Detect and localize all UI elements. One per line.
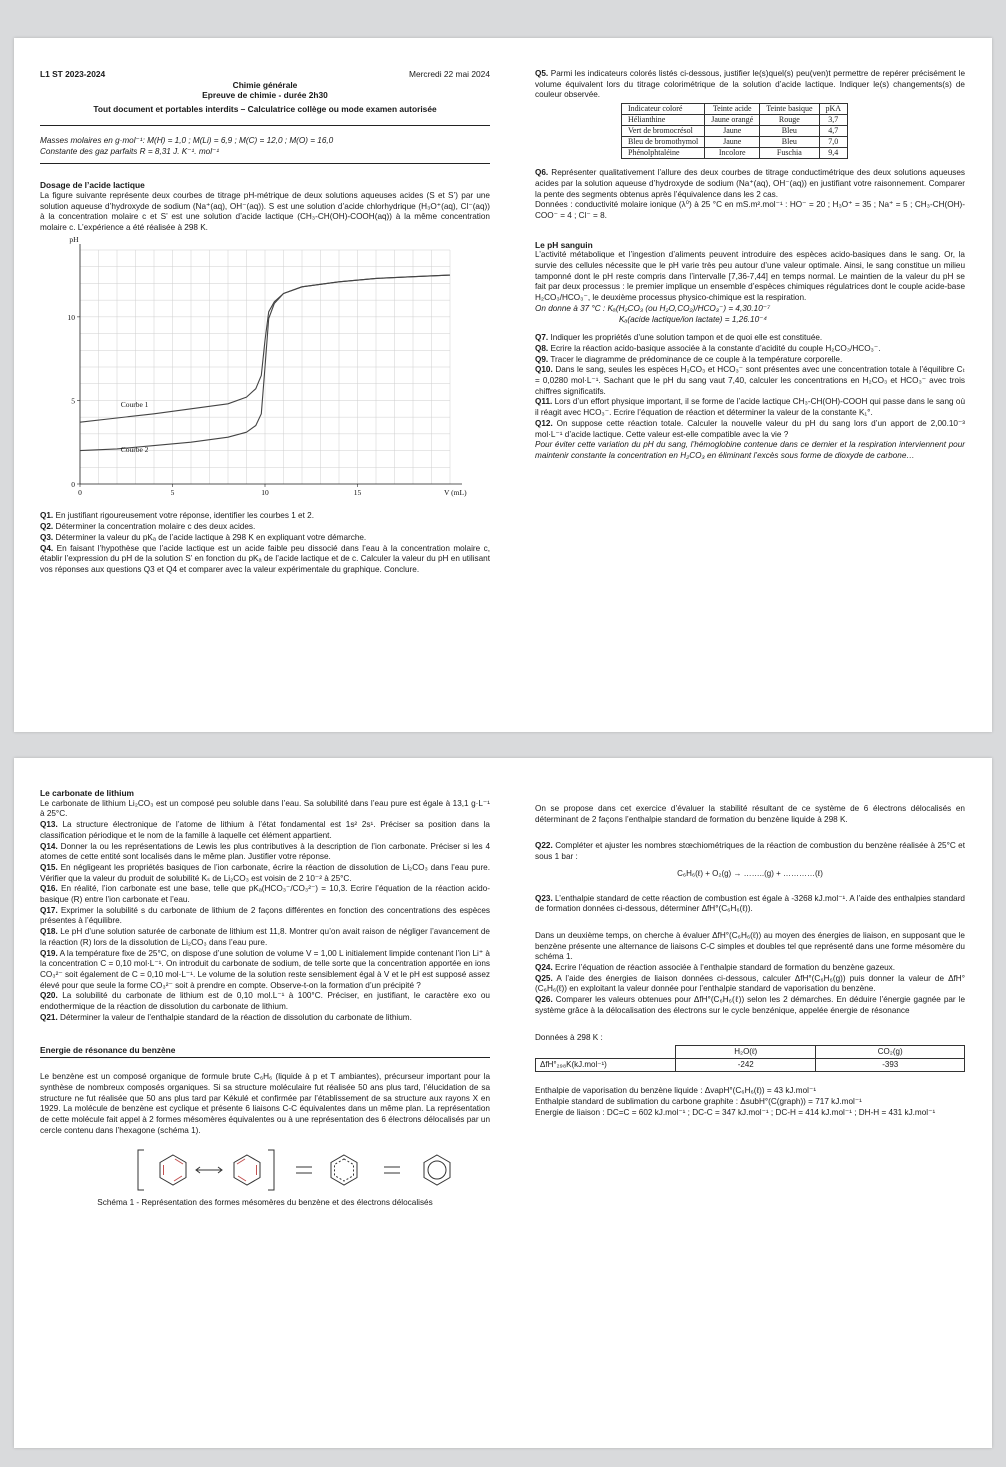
table-header: Teinte acide <box>705 104 760 115</box>
table-header: pKA <box>819 104 848 115</box>
section-title-sang: Le pH sanguin <box>535 239 593 250</box>
x-tick-label: 5 <box>170 487 175 497</box>
sang-questions <box>535 333 965 440</box>
bracket-left <box>138 1150 144 1190</box>
x-tick-label: 15 <box>353 487 362 497</box>
table-header-row <box>622 104 848 115</box>
question-q26: Q26. Comparer les valeurs obtenues pour ΔfH°(C₆H₆(ℓ)) selon les 2 démarches. En déduire l’énergie gagnée par le système grâce à la délocalisation des électrons sur le cycle benzénique, appelée énergie de résonance <box>535 995 965 1015</box>
question: Q17. Exprimer la solubilité s du carbonate de lithium de 2 façons différentes en fonction des concentrations des espèces présentes à l’équilibre. <box>40 905 490 926</box>
dosage-questions <box>40 511 490 575</box>
table-header: H₂O(ℓ) <box>676 1046 816 1059</box>
question: Q13. La structure électronique de l’atome de lithium à l’état fondamental est 1s² 2s¹. Préciser sa position dans la classification périodique et le nom de la famille à laquelle cet élément appartient. <box>40 820 490 840</box>
sang-given-1: On donne à 37 °C : Kₐ(H₂CO₃ (ou H₂O,CO₂)/HCO₃⁻) = 4,30.10⁻⁷ <box>535 303 771 313</box>
lithium-questions <box>40 820 490 1023</box>
bracket-right <box>268 1150 274 1190</box>
sang-given-2: Kₐ(acide lactique/ion lactate) = 1,26.10⁻⁴ <box>619 314 768 324</box>
question: Q15. En négligeant les propriétés basiques de l’ion carbonate, écrire la réaction de dissolution de Li₂CO₃ dans l’eau pure. Vérifier que la valeur du produit de solubilité Kₛ de Li₂CO₃ est voisin de 2 10⁻² à 25°C. <box>40 862 490 883</box>
x-axis-label: V (mL) <box>444 487 467 497</box>
question-q22: Q22. Compléter et ajuster les nombres stœchiométriques de la réaction de combustion du benzène réalisée à 25°C et sous 1 bar : <box>535 841 966 862</box>
question: Q11. Lors d’un effort physique important, il se forme de l’acide lactique CH₃-CH(OH)-COOH qui passe dans le sang où il réagit avec HCO₃⁻. Ecrire l’équation de réaction et déterminer la valeur de la constante K₁°. <box>535 397 965 418</box>
gas-constant: Constante des gaz parfaits R = 8,31 J. K⁻¹. mol⁻¹ <box>40 146 220 156</box>
table-header: Teinte basique <box>760 104 819 115</box>
dosage-intro: La figure suivante représente deux courbes de titrage pH-métrique de deux solutions aqueuses acides (S et S’) par une solution aqueuse d’hydroxyde de sodium (Na⁺(aq), OH⁻(aq)). S est une solution d’acide chlorhydrique (H₃O⁺(aq), Cl⁻(aq)) à la concentration molaire c et S’ est une solution d’acide lactique (CH₃-CH(OH)-COOH(aq)) à la même concentration molaire c. L’expérience a été réalisée à 298 K. <box>40 190 490 233</box>
series-label-courbe-1: Courbe 1 <box>120 399 149 409</box>
subject-title: Chimie générale <box>232 79 298 90</box>
benzene-intro: Le benzène est un composé organique de formule brute C₆H₆ (liquide à p et T ambiantes), précurseur important pour la synthèse de nombreux composés organiques. Si sa structure moléculaire fut réalisée 50 ans plus tard, l’élucidation de sa structure ne fut réalisée que 50 ans plus tard par Kékulé et confirmée par l’établissement de sa structure aux rayons X en 1929. La molécule de benzène est cyclique et présente 6 liaisons C-C équivalentes dans un même plan. La représentation de cette molécule fait appel à 2 formes mésomères équivalentes ou à une représentation des 6 électrons délocalisés par un cercle contenu dans l’hexagone (schéma 1). <box>40 1072 490 1135</box>
exam-rules: Tout document et portables interdits – Calculatrice collège ou mode examen autorisée <box>93 104 437 115</box>
question-q23: Q23. L’enthalpie standard de cette réaction de combustion est égale à -3268 kJ.mol⁻¹. A l’aide des enthalpies standard de formation données ci-dessous, déterminer ΔfH°(C₆H₆(ℓ)). <box>535 893 965 914</box>
titration-chart <box>40 236 490 512</box>
scheme-caption: Schéma 1 - Représentation des formes mésomères du benzène et des électrons délocalisés <box>97 1198 433 1208</box>
question: Q19. A la température fixe de 25°C, on dispose d’une solution de volume V = 1,00 L initialement limpide contenant l’ion Li⁺ à la concentration C = 0,10 mol·L⁻¹. On introduit du carbonate de sodium, de telle sorte que la concentration apportée en ions CO₃²⁻ soit également de C = 0,10 mol·L⁻¹. Le volume de la solution reste sensiblement égal à V et le pH est supposé assez élevé pour que seule la forme CO₃²⁻ soit à prendre en compte. Observe-t-on la formation d’un précipité ? <box>40 948 490 990</box>
y-tick-label: 10 <box>67 312 75 322</box>
exam-page-2 <box>14 758 992 1448</box>
left-column-p2 <box>40 788 490 1209</box>
question: Q16. En réalité, l’ion carbonate est une base, telle que pKₐ(HCO₃⁻/CO₃²⁻) = 10,3. Ecrire l’équation de la réaction acido-basique (R) entre l’ion carbonate et l’eau. <box>40 884 490 905</box>
table-header-row <box>536 1046 965 1059</box>
section-title-benzene: Energie de résonance du benzène <box>40 1045 490 1058</box>
right-column-p2 <box>535 804 965 1118</box>
question: Q20. La solubilité du carbonate de lithium est de 0,10 mol.L⁻¹ à 100°C. Préciser, en justifiant, le caractère exo ou endothermique de la réaction de dissolution du carbonate de lithium. <box>40 991 490 1012</box>
question: Q3. Déterminer la valeur du pKₐ de l’acide lactique à 298 K en expliquant votre démarche. <box>40 532 367 542</box>
benzene-scheme-svg <box>40 1144 490 1194</box>
sang-intro: L’activité métabolique et l’ingestion d’aliments peuvent introduire des espèces acido-basiques dans le sang. Or, la survie des cellules nécessite que le pH varie très peu autour d’une valeur optimale. Ainsi, le sang constitue un milieu tamponné dont le pH reste compris dans l’intervalle [7,36-7,44] en temps normal. Le maintien de la valeur du pH se fait par deux processus : le premier implique un ensemble d’espèces chimiques régulatrices dont le couple acide-base H₂CO₃/HCO₃⁻, le deuxième processus physico-chimique est la respiration. <box>535 250 965 303</box>
x-tick-label: 0 <box>78 487 82 497</box>
table-row: Bleu de bromothymol Jaune Bleu 7,0 <box>622 137 848 148</box>
course-label: L1 ST 2023-2024 <box>40 69 106 79</box>
indicator-table <box>621 103 848 159</box>
table-row: Phénolphtaléine Incolore Fuschia 9,4 <box>622 148 848 159</box>
sang-note: Pour éviter cette variation du pH du sang, l’hémoglobine contenue dans ce dernier et la respiration interviennent pour maintenir constante la concentration en H₂CO₃ en éliminant l’excès sous forme de dioxyde de carbone… <box>535 440 965 460</box>
molar-masses: Masses molaires en g·mol⁻¹: M(H) = 1,0 ; M(Li) = 6,9 ; M(C) = 12,0 ; M(O) = 16,0 <box>40 135 334 145</box>
y-tick-label: 0 <box>71 479 75 489</box>
bond-energy-data: Energie de liaison : DC=C = 602 kJ.mol⁻¹ ; DC-C = 347 kJ.mol⁻¹ ; DC-H = 414 kJ.mol⁻¹ ; DH-H = 431 kJ.mol⁻¹ <box>535 1107 936 1117</box>
divider <box>40 163 490 164</box>
question: Q1. En justifiant rigoureusement votre réponse, identifier les courbes 1 et 2. <box>40 511 314 521</box>
titration-chart-svg <box>40 236 490 508</box>
left-column-p1 <box>40 69 490 576</box>
table-row: Vert de bromocrésol Jaune Bleu 4,7 <box>622 126 848 137</box>
question: Q12. On suppose cette réaction totale. Calculer la nouvelle valeur du pH du sang lors d’un apport de 2,00.10⁻³ mol·L⁻¹ d’acide lactique. Cette valeur est-elle compatible avec la vie ? <box>535 418 965 439</box>
table-header: Indicateur coloré <box>622 104 705 115</box>
question: Q14. Donner la ou les représentations de Lewis les plus contributives à la description de l’ion carbonate. Préciser si les 4 atomes de cette entité sont localisés dans le même plan. Justifier votre réponse. <box>40 841 490 862</box>
series-label-courbe-2: Courbe 2 <box>120 444 149 454</box>
sublimation-data: Enthalpie standard de sublimation du carbone graphite : ΔsubH°(C(graph)) = 717 kJ.mol⁻¹ <box>535 1096 862 1106</box>
section-title-dosage: Dosage de l’acide lactique <box>40 180 145 191</box>
question-q5: Q5. Parmi les indicateurs colorés listés ci-dessous, justifier le(s)quel(s) peu(ven)t permettre de repérer précisément le volume équivalent lors du titrage colorimétrique de la solution d’acide lactique. Indiquer le(s) changements(s) de couleur observée. <box>535 69 965 100</box>
question: Q4. En faisant l’hypothèse que l’acide lactique est un acide faible peu dissocié dans l’eau à la concentration molaire c, établir l’expression du pH de la solution S’ en fonction du pKₐ de l’acide lactique et de c. Calculer la valeur du pH en utilisant vos réponses aux questions Q3 et Q4 et comparer avec la valeur expérimentale du graphique. Conclure. <box>40 543 490 574</box>
question: Q10. Dans le sang, seules les espèces H₂CO₃ et HCO₃⁻ sont présentes avec une concentration totale à l’équilibre Cₜ = 0,0280 mol·L⁻¹. Sachant que le pH du sang vaut 7,40, calculer les concentrations en H₂CO₃ et HCO₃⁻ avec trois chiffres significatifs. <box>535 365 965 396</box>
question: Q21. Déterminer la valeur de l’enthalpie standard de la réaction de dissolution du carbonate de lithium. <box>40 1012 412 1022</box>
table-row: ΔfH°₂₉₈K(kJ.mol⁻¹) -242 -393 <box>536 1059 965 1072</box>
delocalized-circle <box>428 1161 446 1179</box>
table-header: CO₂(g) <box>816 1046 965 1059</box>
question: Q7. Indiquer les propriétés d’une solution tampon et de quoi elle est constituée. <box>535 333 823 343</box>
right-column-p1 <box>535 69 965 462</box>
benzene-scheme <box>40 1144 490 1194</box>
question: Q18. Le pH d’une solution saturée de carbonate de lithium est 11,8. Montrer qu’on avait raison de négliger l’avancement de la réaction (R) lors de la dissolution de Li₂CO₃ dans l’eau pure. <box>40 927 490 947</box>
question-q25: Q25. A l’aide des énergies de liaison données ci-dessous, calculer ΔfH°(C₆H₆(g)) puis donner la valeur de ΔfH°(C₆H₆(ℓ)) en exploitant la valeur donnée pour l’enthalpie standard de vaporisation du benzène. <box>535 973 965 994</box>
section-title-lithium: Le carbonate de lithium <box>40 788 135 798</box>
enthalpy-table <box>535 1045 965 1072</box>
question-q24: Q24. Ecrire l’équation de réaction associée à l’enthalpie standard de formation du benzène gazeux. <box>535 963 896 973</box>
benzene-right-intro: On se propose dans cet exercice d’évaluer la stabilité résultant de ce système de 6 électrons délocalisés en déterminant de 2 façons l’enthalpie standard de formation du benzène liquide à 298 K. <box>535 804 965 824</box>
header-row <box>40 69 490 80</box>
exam-date: Mercredi 22 mai 2024 <box>409 69 490 79</box>
combustion-reaction: C₆H₆(ℓ) + O₂(g) → ……..(g) + …………(ℓ) <box>677 868 823 878</box>
table-row: Hélianthine Jaune orangé Rouge 3,7 <box>622 115 848 126</box>
exam-duration: Epreuve de chimie - durée 2h30 <box>202 90 328 101</box>
question: Q9. Tracer le diagramme de prédominance de ce couple à la température corporelle. <box>535 354 843 364</box>
lithium-intro: Le carbonate de lithium Li₂CO₃ est un composé peu soluble dans l’eau. Sa solubilité dans l’eau pure est égale à 13,1 g·L⁻¹ à 25°C. <box>40 798 490 819</box>
y-axis-label: pH <box>69 235 79 244</box>
y-tick-label: 5 <box>71 396 75 406</box>
question: Q8. Ecrire la réaction acido-basique associée à la constante d’acidité du couple H₂CO₃/HCO₃⁻. <box>535 343 881 353</box>
benzene-part2: Dans un deuxième temps, on cherche à évaluer ΔfH°(C₆H₆(ℓ)) au moyen des énergies de liaison, en supposant que le benzène présente une alternance de liaisons C-C simples et doubles tel que représenté dans une forme mésomère du schéma 1. <box>535 930 965 962</box>
divider <box>40 125 490 126</box>
exam-page-1 <box>14 38 992 732</box>
x-tick-label: 10 <box>261 487 269 497</box>
question: Q2. Déterminer la concentration molaire c des deux acides. <box>40 522 256 532</box>
data-title: Données à 298 K : <box>535 1032 603 1042</box>
dashed-delocalization <box>335 1159 354 1181</box>
question-q6: Q6. Représenter qualitativement l’allure des deux courbes de titrage conductimétrique des deux solutions aqueuses acides par la solution aqueuse d’hydroxyde de sodium (Na⁺(aq), OH⁻(aq)) en justifiant votre raisonnement. Comparer la pente des segments obtenus après l’équivalence dans les 2 cas. <box>535 168 965 199</box>
vaporisation-data: Enthalpie de vaporisation du benzène liquide : ΔvapH°(C₆H₆(ℓ)) = 43 kJ.mol⁻¹ <box>535 1086 817 1096</box>
q6-data: Données : conductivité molaire ionique (λ⁰) à 25 °C en mS.m².mol⁻¹ : HO⁻ = 20 ; H₃O⁺ = 35 ; Na⁺ = 5 ; CH₃-CH(OH)-COO⁻ = 4 ; Cl⁻ = 8. <box>535 200 965 220</box>
